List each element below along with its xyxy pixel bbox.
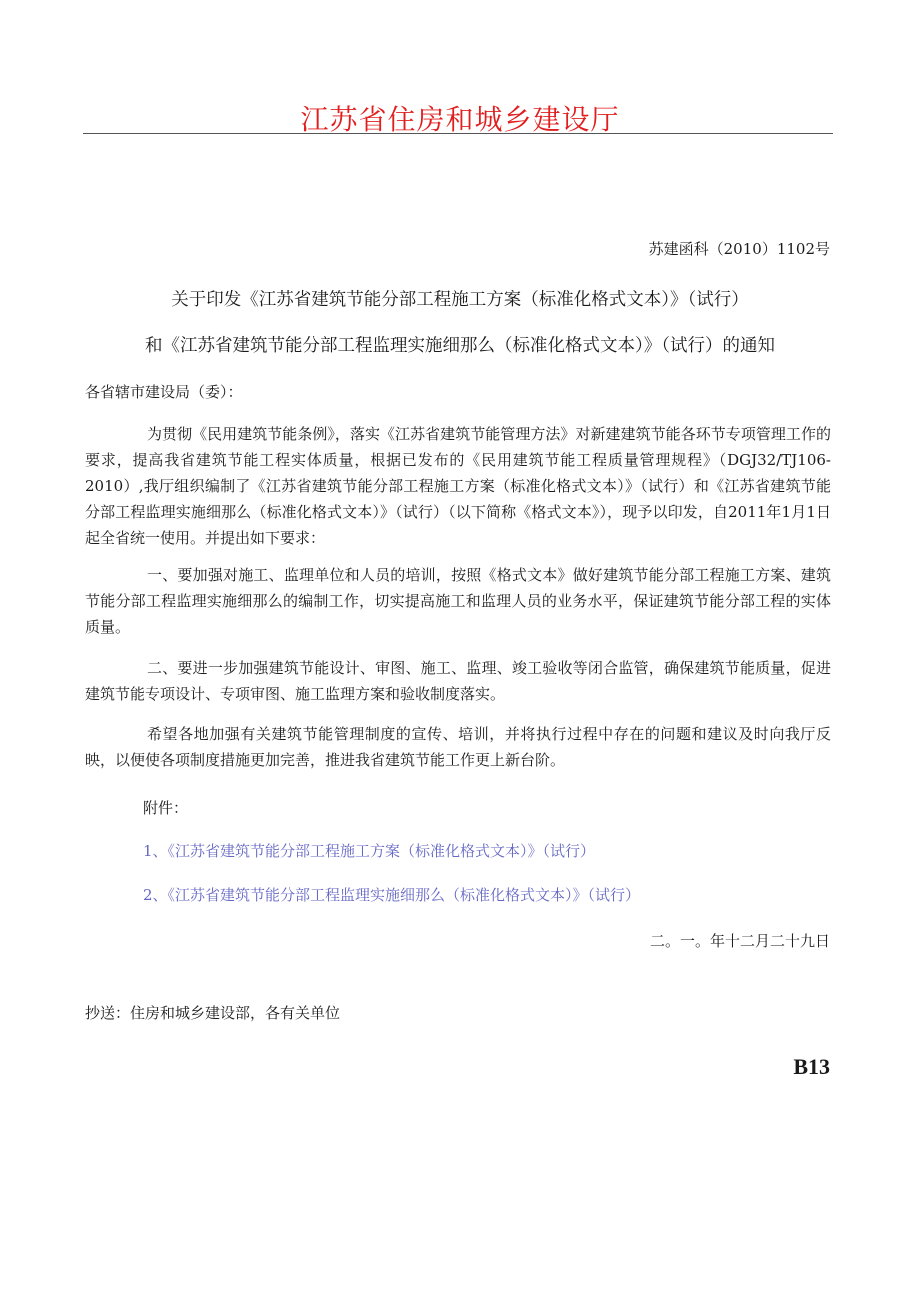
page-code: B13: [793, 1054, 830, 1079]
body-paragraph: 二、要进一步加强建筑节能设计、审图、施工、监理、竣工验收等闭合监管，确保建筑节能质量，促进建筑节能专项设计、专项审图、施工监理方案和验收制度落实。: [85, 659, 831, 703]
header-divider: [83, 133, 833, 134]
issue-date: 二。一。年十二月二十九日: [649, 932, 830, 950]
attachment-link-1[interactable]: 1、《江苏省建筑节能分部工程施工方案（标准化格式文本）》（试行）: [143, 842, 596, 860]
body-paragraph: 希望各地加强有关建筑节能管理制度的宣传、培训，并将执行过程中存在的问题和建议及时向我厅反映，以便使各项制度措施更加完善，推进我省建筑节能工作更上新台阶。: [85, 725, 831, 769]
addressee: 各省辖市建设局（委）：: [85, 383, 243, 401]
issuing-authority-title: 江苏省住房和城乡建设厅: [300, 103, 620, 136]
document-title-line-2: 和《江苏省建筑节能分部工程监理实施细那么（标准化格式文本）》（试行）的通知: [145, 336, 775, 356]
document-title-line-1: 关于印发《江苏省建筑节能分部工程施工方案（标准化格式文本）》（试行）: [171, 290, 749, 310]
body-paragraph: 为贯彻《民用建筑节能条例》，落实《江苏省建筑节能管理方法》对新建建筑节能各环节专项管理工作的要求，提高我省建筑节能工程实体质量，根据已发布的《民用建筑节能工程质量管理规程》（DGJ32/TJ106-2010）,我厅组织编制了《江苏省建筑节能分部工程施工方案（标准化格式文本）》（试行）和《江苏省建筑节能分部工程监理实施细那么（标准化格式文本）》（试行）（以下简称《格式文本》），现予以印发，自2011年1月1日起全省统一使用。并提出如下要求：: [85, 425, 831, 547]
attachment-link-2[interactable]: 2、《江苏省建筑节能分部工程监理实施细那么（标准化格式文本）》（试行）: [143, 886, 641, 904]
body-paragraph: 一、要加强对施工、监理单位和人员的培训，按照《格式文本》做好建筑节能分部工程施工方案、建筑节能分部工程监理实施细那么的编制工作，切实提高施工和监理人员的业务水平，保证建筑节能分部工程的实体质量。: [85, 566, 831, 636]
document-number: 苏建函科（2010）1102号: [648, 240, 830, 258]
cc-recipients: 抄送：住房和城乡建设部，各有关单位: [85, 1004, 341, 1022]
attachments-label: 附件：: [143, 799, 189, 817]
